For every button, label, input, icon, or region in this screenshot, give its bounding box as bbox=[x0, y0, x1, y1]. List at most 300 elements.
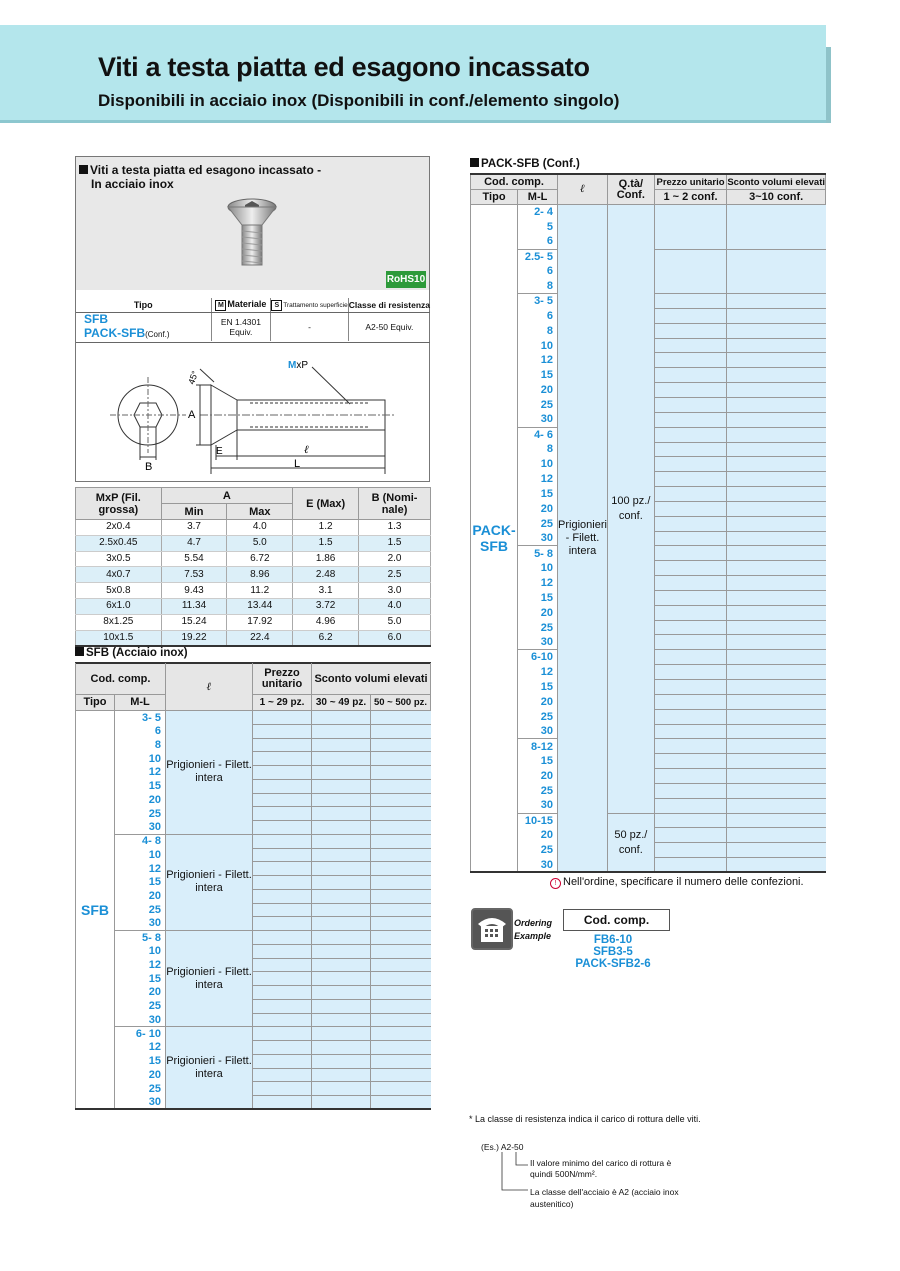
sfb-price-cell bbox=[253, 738, 312, 752]
pack-ml-cell: 10-15 bbox=[518, 813, 558, 828]
pack-header-qta: Q.tà/ Conf. bbox=[607, 174, 654, 205]
pack-price-table bbox=[470, 173, 826, 873]
pack-ml-cell: 8 bbox=[518, 323, 558, 338]
pack-price-cell bbox=[727, 323, 826, 338]
dim-b-label: B bbox=[145, 461, 153, 473]
dims-cell-min: 11.34 bbox=[161, 598, 227, 614]
sfb-price-cell bbox=[312, 944, 371, 958]
sfb-ml-cell: 15 bbox=[115, 1054, 166, 1068]
pack-section-title: PACK-SFB (Conf.) bbox=[470, 158, 580, 170]
sfb-ml-cell: 12 bbox=[115, 766, 166, 780]
sfb-ml-cell: 30 bbox=[115, 821, 166, 835]
bullet-square-icon bbox=[470, 158, 479, 167]
sfb-ml-cell: 25 bbox=[115, 1082, 166, 1096]
pack-ml-cell: 20 bbox=[518, 769, 558, 784]
dims-header-e: E (Max) bbox=[293, 488, 359, 520]
pack-ml-cell: 25 bbox=[518, 783, 558, 798]
sfb-ml-cell: 30 bbox=[115, 1013, 166, 1027]
sfb-price-cell bbox=[371, 986, 431, 1000]
pack-ml-cell: 5 bbox=[518, 219, 558, 234]
pack-price-cell bbox=[727, 680, 826, 695]
dims-header-max: Max bbox=[227, 504, 293, 520]
pack-price-cell bbox=[727, 828, 826, 843]
sfb-header-prezzo: Prezzo unitario bbox=[253, 663, 312, 695]
dims-cell-min: 15.24 bbox=[161, 614, 227, 630]
pack-price-cell bbox=[727, 546, 826, 561]
pack-price-cell bbox=[727, 858, 826, 873]
dims-cell-mxp: 4x0.7 bbox=[76, 567, 162, 583]
sfb-row bbox=[76, 1096, 431, 1110]
spec-header-trattamento: S Trattamento superficie bbox=[271, 298, 348, 313]
sfb-header-cod: Cod. comp. bbox=[76, 663, 166, 695]
pack-ml-cell: 25 bbox=[518, 709, 558, 724]
pack-price-cell bbox=[727, 783, 826, 798]
sfb-price-cell bbox=[371, 834, 431, 848]
sfb-row bbox=[76, 752, 431, 766]
dim-a-label: A bbox=[188, 409, 196, 421]
sfb-price-cell bbox=[253, 972, 312, 986]
sfb-price-cell bbox=[371, 738, 431, 752]
bullet-square-icon bbox=[75, 647, 84, 656]
sfb-price-cell bbox=[253, 724, 312, 738]
sfb-price-cell bbox=[253, 779, 312, 793]
sfb-price-cell bbox=[371, 807, 431, 821]
dims-cell-e: 1.5 bbox=[293, 535, 359, 551]
sfb-tipo-label: SFB bbox=[76, 711, 115, 1110]
sfb-header-ml: M-L bbox=[115, 695, 166, 711]
sfb-row bbox=[76, 793, 431, 807]
sfb-ml-cell: 20 bbox=[115, 1068, 166, 1082]
sfb-ml-cell: 30 bbox=[115, 1096, 166, 1110]
pack-price-cell bbox=[654, 383, 727, 398]
sfb-price-cell bbox=[371, 917, 431, 931]
dims-cell-e: 4.96 bbox=[293, 614, 359, 630]
dims-cell-mxp: 2x0.4 bbox=[76, 520, 162, 536]
sfb-price-cell bbox=[253, 766, 312, 780]
sfb-price-cell bbox=[253, 807, 312, 821]
dims-cell-min: 7.53 bbox=[161, 567, 227, 583]
sfb-ml-cell: 25 bbox=[115, 903, 166, 917]
dims-cell-max: 4.0 bbox=[227, 520, 293, 536]
spec-divider bbox=[76, 342, 430, 343]
sfb-price-cell bbox=[253, 931, 312, 945]
sfb-row bbox=[76, 821, 431, 835]
sfb-price-cell bbox=[253, 876, 312, 890]
sfb-price-cell bbox=[312, 738, 371, 752]
pack-price-cell bbox=[654, 783, 727, 798]
pack-price-cell bbox=[727, 576, 826, 591]
sfb-row bbox=[76, 724, 431, 738]
pack-price-cell bbox=[654, 665, 727, 680]
sfb-price-cell bbox=[371, 779, 431, 793]
sfb-price-cell bbox=[312, 1054, 371, 1068]
sfb-price-cell bbox=[312, 1027, 371, 1041]
spec-trattamento: - bbox=[271, 313, 348, 342]
dims-cell-e: 1.2 bbox=[293, 520, 359, 536]
sfb-price-cell bbox=[371, 724, 431, 738]
pack-price-cell bbox=[727, 739, 826, 754]
sfb-header-p2: 30 ~ 49 pz. bbox=[312, 695, 371, 711]
sfb-price-cell bbox=[253, 711, 312, 725]
pack-ml-cell: 12 bbox=[518, 576, 558, 591]
pack-price-cell bbox=[654, 457, 727, 472]
dim-mxp-label: MxP bbox=[288, 360, 309, 371]
sfb-price-cell bbox=[312, 752, 371, 766]
pack-price-cell bbox=[727, 501, 826, 516]
sfb-price-cell bbox=[371, 821, 431, 835]
ordering-code-2: SFB3-5 bbox=[593, 946, 633, 958]
pack-ml-cell: 30 bbox=[518, 798, 558, 813]
pack-price-cell bbox=[727, 605, 826, 620]
dims-row bbox=[76, 630, 431, 646]
sfb-price-cell bbox=[253, 1096, 312, 1110]
pack-price-cell bbox=[654, 724, 727, 739]
dims-cell-min: 4.7 bbox=[161, 535, 227, 551]
sfb-row bbox=[76, 986, 431, 1000]
sfb-price-cell bbox=[371, 999, 431, 1013]
pack-ml-cell: 6 bbox=[518, 264, 558, 279]
sfb-row bbox=[76, 1082, 431, 1096]
sfb-price-cell bbox=[253, 1068, 312, 1082]
pack-header-p1: 1 ~ 2 conf. bbox=[654, 190, 727, 205]
pack-row bbox=[471, 205, 826, 220]
sfb-price-cell bbox=[253, 1013, 312, 1027]
pack-price-cell bbox=[727, 205, 826, 250]
dims-cell-max: 6.72 bbox=[227, 551, 293, 567]
sfb-row bbox=[76, 766, 431, 780]
dims-cell-max: 22.4 bbox=[227, 630, 293, 646]
pack-row bbox=[471, 813, 826, 828]
pack-price-cell bbox=[727, 368, 826, 383]
sfb-ml-cell: 3- 5 bbox=[115, 711, 166, 725]
pack-price-cell bbox=[654, 501, 727, 516]
dims-cell-max: 8.96 bbox=[227, 567, 293, 583]
dims-cell-b: 5.0 bbox=[359, 614, 431, 630]
pack-header-l: ℓ bbox=[558, 174, 608, 205]
sfb-price-cell bbox=[371, 876, 431, 890]
sfb-price-cell bbox=[253, 958, 312, 972]
sfb-ml-cell: 25 bbox=[115, 807, 166, 821]
sfb-row bbox=[76, 711, 431, 725]
sfb-price-cell bbox=[312, 999, 371, 1013]
pack-ml-cell: 20 bbox=[518, 828, 558, 843]
dims-cell-max: 17.92 bbox=[227, 614, 293, 630]
pack-ml-cell: 20 bbox=[518, 383, 558, 398]
sfb-ml-cell: 15 bbox=[115, 972, 166, 986]
dims-row bbox=[76, 520, 431, 536]
pack-ml-cell: 15 bbox=[518, 590, 558, 605]
pack-ml-cell: 20 bbox=[518, 694, 558, 709]
sfb-price-cell bbox=[371, 766, 431, 780]
dim-e-label: E bbox=[216, 446, 223, 457]
sfb-price-cell bbox=[312, 931, 371, 945]
sfb-row bbox=[76, 917, 431, 931]
sfb-price-cell bbox=[253, 862, 312, 876]
pack-price-cell bbox=[654, 828, 727, 843]
pack-ml-cell: 20 bbox=[518, 605, 558, 620]
pack-price-cell bbox=[654, 294, 727, 309]
dims-cell-e: 6.2 bbox=[293, 630, 359, 646]
sfb-ml-cell: 10 bbox=[115, 848, 166, 862]
pack-ml-cell: 30 bbox=[518, 724, 558, 739]
pack-ml-cell: 15 bbox=[518, 368, 558, 383]
dim-l-italic-label: ℓ bbox=[304, 444, 309, 456]
header-shadow bbox=[826, 47, 831, 123]
rohs-badge: RoHS10 bbox=[386, 271, 426, 288]
pack-qty-cell: 50 pz./ conf. bbox=[607, 813, 654, 872]
sfb-ml-cell: 6 bbox=[115, 724, 166, 738]
pack-price-cell bbox=[727, 294, 826, 309]
sfb-price-cell bbox=[312, 889, 371, 903]
sfb-price-cell bbox=[253, 986, 312, 1000]
screw-drawing bbox=[100, 352, 410, 477]
sfb-row bbox=[76, 999, 431, 1013]
sfb-header-p1: 1 ~ 29 pz. bbox=[253, 695, 312, 711]
footnote: * La classe di resistenza indica il carico di rottura delle viti. bbox=[469, 1114, 701, 1124]
dims-cell-mxp: 2.5x0.45 bbox=[76, 535, 162, 551]
pack-price-cell bbox=[727, 754, 826, 769]
pack-price-cell bbox=[654, 635, 727, 650]
bullet-square-icon bbox=[79, 165, 88, 174]
sfb-ml-cell: 6- 10 bbox=[115, 1027, 166, 1041]
sfb-price-cell bbox=[253, 903, 312, 917]
pack-ml-cell: 15 bbox=[518, 487, 558, 502]
sfb-price-cell bbox=[253, 1054, 312, 1068]
sfb-desc-cell: Prigionieri - Filett. intera bbox=[166, 834, 253, 930]
dims-cell-b: 2.5 bbox=[359, 567, 431, 583]
dims-cell-b: 2.0 bbox=[359, 551, 431, 567]
sfb-price-cell bbox=[253, 752, 312, 766]
pack-price-cell bbox=[727, 397, 826, 412]
dims-cell-max: 5.0 bbox=[227, 535, 293, 551]
spec-header-classe: Classe di resistenza bbox=[348, 298, 430, 313]
pack-ml-cell: 2.5- 5 bbox=[518, 249, 558, 264]
dims-cell-e: 1.86 bbox=[293, 551, 359, 567]
sfb-price-cell bbox=[371, 944, 431, 958]
dims-cell-b: 1.5 bbox=[359, 535, 431, 551]
pack-ml-cell: 10 bbox=[518, 457, 558, 472]
sfb-ml-cell: 12 bbox=[115, 958, 166, 972]
pack-price-cell bbox=[654, 546, 727, 561]
sfb-price-cell bbox=[312, 793, 371, 807]
pack-price-cell bbox=[654, 487, 727, 502]
sfb-ml-cell: 10 bbox=[115, 752, 166, 766]
sfb-ml-cell: 10 bbox=[115, 944, 166, 958]
page-subtitle: Disponibili in acciaio inox (Disponibili in conf./elemento singolo) bbox=[98, 91, 620, 110]
ordering-code-header: Cod. comp. bbox=[563, 909, 670, 931]
sfb-desc-cell: Prigionieri - Filett. intera bbox=[166, 711, 253, 835]
dim-angle-label: 45° bbox=[186, 369, 201, 386]
pack-price-cell bbox=[727, 798, 826, 813]
sfb-price-cell bbox=[371, 889, 431, 903]
sfb-price-cell bbox=[312, 711, 371, 725]
dims-cell-mxp: 3x0.5 bbox=[76, 551, 162, 567]
pack-ml-cell: 10 bbox=[518, 338, 558, 353]
pack-ml-cell: 25 bbox=[518, 843, 558, 858]
pack-price-cell bbox=[727, 843, 826, 858]
sfb-price-cell bbox=[312, 958, 371, 972]
pack-price-cell bbox=[654, 739, 727, 754]
spec-header-tipo: Tipo bbox=[76, 298, 211, 313]
pack-ml-cell: 4- 6 bbox=[518, 427, 558, 442]
dims-header-mxp: MxP (Fil. grossa) bbox=[76, 488, 162, 520]
dims-row bbox=[76, 583, 431, 599]
footnote-example: (Es.) A2-50 bbox=[481, 1142, 524, 1152]
sfb-price-cell bbox=[371, 1068, 431, 1082]
pack-ml-cell: 30 bbox=[518, 635, 558, 650]
pack-ml-cell: 15 bbox=[518, 754, 558, 769]
sfb-ml-cell: 5- 8 bbox=[115, 931, 166, 945]
pack-ml-cell: 10 bbox=[518, 561, 558, 576]
pack-ml-cell: 30 bbox=[518, 412, 558, 427]
pack-qty-cell: 100 pz./ conf. bbox=[607, 205, 654, 814]
sfb-price-table bbox=[75, 662, 431, 1110]
sfb-row bbox=[76, 889, 431, 903]
dims-cell-mxp: 8x1.25 bbox=[76, 614, 162, 630]
dims-cell-mxp: 6x1.0 bbox=[76, 598, 162, 614]
dims-cell-b: 6.0 bbox=[359, 630, 431, 646]
pack-price-cell bbox=[654, 368, 727, 383]
sfb-header-sconto: Sconto volumi elevati bbox=[312, 663, 431, 695]
sfb-price-cell bbox=[253, 1027, 312, 1041]
pack-price-cell bbox=[654, 813, 727, 828]
pack-price-cell bbox=[727, 769, 826, 784]
sfb-price-cell bbox=[312, 821, 371, 835]
sfb-desc-cell: Prigionieri - Filett. intera bbox=[166, 1027, 253, 1110]
screw-photo-icon bbox=[222, 195, 282, 270]
sfb-price-cell bbox=[312, 1068, 371, 1082]
sfb-row bbox=[76, 1013, 431, 1027]
sfb-ml-cell: 15 bbox=[115, 779, 166, 793]
pack-price-cell bbox=[727, 442, 826, 457]
sfb-row bbox=[76, 944, 431, 958]
sfb-row bbox=[76, 972, 431, 986]
sfb-header-p3: 50 ~ 500 pz. bbox=[371, 695, 431, 711]
pack-ml-cell: 8 bbox=[518, 279, 558, 294]
dims-cell-e: 3.1 bbox=[293, 583, 359, 599]
dimensions-table bbox=[75, 487, 431, 647]
sfb-price-cell bbox=[371, 1013, 431, 1027]
pack-header-p2: 3~10 conf. bbox=[727, 190, 826, 205]
sfb-price-cell bbox=[371, 1082, 431, 1096]
sfb-price-cell bbox=[371, 903, 431, 917]
pack-header-prezzo: Prezzo unitario bbox=[654, 174, 727, 190]
sfb-row bbox=[76, 738, 431, 752]
sfb-section-title: SFB (Acciaio inox) bbox=[75, 647, 188, 659]
sfb-price-cell bbox=[312, 876, 371, 890]
pack-ml-cell: 6 bbox=[518, 234, 558, 249]
pack-price-cell bbox=[727, 338, 826, 353]
sfb-ml-cell: 12 bbox=[115, 862, 166, 876]
sfb-price-cell bbox=[253, 917, 312, 931]
pack-ml-cell: 2- 4 bbox=[518, 205, 558, 220]
pack-order-note: ! Nell'ordine, specificare il numero delle confezioni. bbox=[550, 876, 804, 889]
pack-price-cell bbox=[727, 620, 826, 635]
page-title: Viti a testa piatta ed esagono incassato bbox=[98, 52, 590, 82]
pack-price-cell bbox=[654, 798, 727, 813]
sfb-ml-cell: 12 bbox=[115, 1041, 166, 1055]
sfb-price-cell bbox=[312, 903, 371, 917]
pack-price-cell bbox=[727, 665, 826, 680]
pack-ml-cell: 12 bbox=[518, 472, 558, 487]
sfb-row bbox=[76, 1054, 431, 1068]
sfb-price-cell bbox=[253, 834, 312, 848]
sfb-price-cell bbox=[312, 1082, 371, 1096]
sfb-row bbox=[76, 834, 431, 848]
sfb-price-cell bbox=[371, 972, 431, 986]
attention-icon: ! bbox=[550, 878, 561, 889]
sfb-price-cell bbox=[312, 972, 371, 986]
pack-price-cell bbox=[727, 724, 826, 739]
sfb-ml-cell: 20 bbox=[115, 986, 166, 1000]
dims-header-a: A bbox=[161, 488, 293, 504]
pack-price-cell bbox=[654, 561, 727, 576]
pack-price-cell bbox=[727, 383, 826, 398]
pack-price-cell bbox=[727, 590, 826, 605]
sfb-ml-cell: 15 bbox=[115, 876, 166, 890]
pack-ml-cell: 25 bbox=[518, 516, 558, 531]
pack-price-cell bbox=[654, 516, 727, 531]
ordering-example-label: Ordering Example bbox=[514, 918, 553, 941]
sfb-price-cell bbox=[371, 1054, 431, 1068]
pack-price-cell bbox=[654, 531, 727, 546]
dims-cell-e: 3.72 bbox=[293, 598, 359, 614]
pack-price-cell bbox=[727, 353, 826, 368]
sfb-price-cell bbox=[312, 779, 371, 793]
pack-price-cell bbox=[727, 487, 826, 502]
dims-row bbox=[76, 614, 431, 630]
dims-header-b: B (Nomi- nale) bbox=[359, 488, 431, 520]
pack-ml-cell: 25 bbox=[518, 397, 558, 412]
sfb-price-cell bbox=[371, 931, 431, 945]
sfb-price-cell bbox=[312, 862, 371, 876]
sfb-price-cell bbox=[312, 917, 371, 931]
pack-ml-cell: 6-10 bbox=[518, 650, 558, 665]
dims-row bbox=[76, 535, 431, 551]
footnote-line2b: austenitico) bbox=[530, 1199, 574, 1209]
dims-cell-mxp: 5x0.8 bbox=[76, 583, 162, 599]
sfb-ml-cell: 8 bbox=[115, 738, 166, 752]
pack-price-cell bbox=[727, 308, 826, 323]
pack-price-cell bbox=[654, 412, 727, 427]
spec-tipo: SFB PACK-SFB(Conf.) bbox=[76, 313, 211, 342]
sfb-price-cell bbox=[371, 848, 431, 862]
dims-row bbox=[76, 551, 431, 567]
pack-ml-cell: 8-12 bbox=[518, 739, 558, 754]
pack-header-tipo: Tipo bbox=[471, 190, 518, 205]
sfb-price-cell bbox=[253, 793, 312, 807]
sfb-row bbox=[76, 1068, 431, 1082]
pack-header-cod: Cod. comp. bbox=[471, 174, 558, 190]
pack-price-cell bbox=[654, 843, 727, 858]
pack-price-cell bbox=[654, 353, 727, 368]
pack-price-cell bbox=[654, 442, 727, 457]
dims-row bbox=[76, 567, 431, 583]
pack-price-cell bbox=[727, 412, 826, 427]
sfb-price-cell bbox=[253, 1082, 312, 1096]
pack-tipo-label: PACK- SFB bbox=[471, 205, 518, 873]
pack-price-cell bbox=[654, 323, 727, 338]
dims-row bbox=[76, 598, 431, 614]
pack-ml-cell: 8 bbox=[518, 442, 558, 457]
pack-price-cell bbox=[654, 472, 727, 487]
dims-cell-min: 5.54 bbox=[161, 551, 227, 567]
sfb-price-cell bbox=[371, 1041, 431, 1055]
sfb-price-cell bbox=[371, 958, 431, 972]
pack-price-cell bbox=[654, 338, 727, 353]
sfb-desc-cell: Prigionieri - Filett. intera bbox=[166, 931, 253, 1027]
pack-price-cell bbox=[654, 694, 727, 709]
